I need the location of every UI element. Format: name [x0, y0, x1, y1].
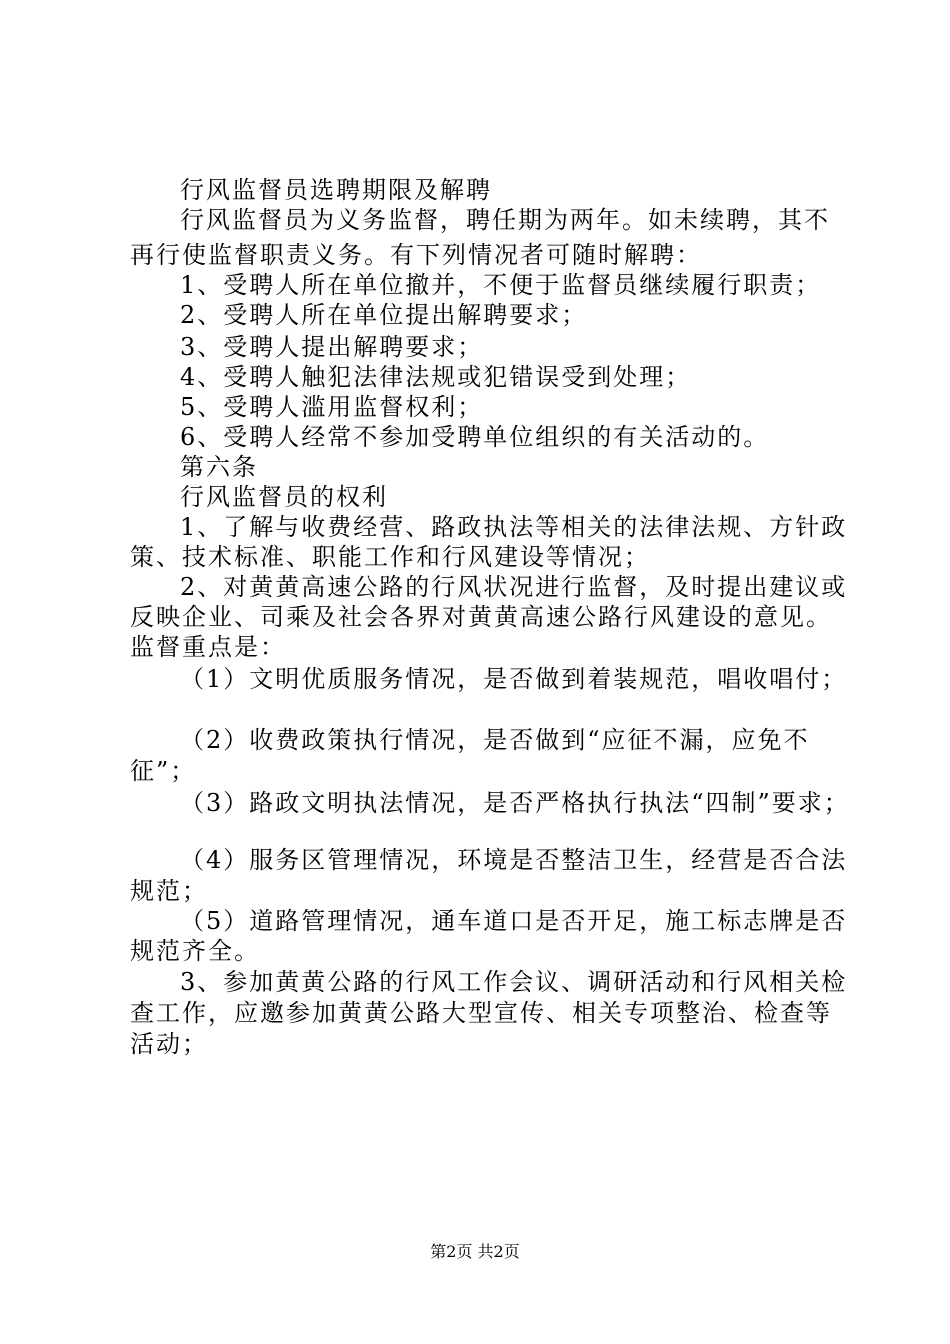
paragraph-line: 再行使监督职责义务。有下列情况者可随时解聘：	[130, 241, 702, 269]
section-heading: 行风监督员的权利	[180, 483, 388, 511]
sub-item: （2）收费政策执行情况，是否做到“应征不漏，应免不	[180, 726, 810, 754]
paragraph-line: 征”；	[130, 757, 197, 785]
paragraph-line: 查工作，应邀参加黄黄公路大型宣传、相关专项整治、检查等	[130, 999, 832, 1027]
sub-item: （5）道路管理情况，通车道口是否开足，施工标志牌是否	[180, 907, 848, 935]
paragraph-line: 监督重点是：	[130, 633, 286, 661]
list-item: 2、对黄黄高速公路的行风状况进行监督，及时提出建议或	[180, 573, 848, 601]
list-item: 6、受聘人经常不参加受聘单位组织的有关活动的。	[180, 423, 770, 451]
list-item: 1、受聘人所在单位撤并，不便于监督员继续履行职责；	[180, 271, 822, 299]
page-footer: 第2页 共2页	[430, 1242, 520, 1261]
list-item: 5、受聘人滥用监督权利；	[180, 393, 484, 421]
list-item: 4、受聘人触犯法律法规或犯错误受到处理；	[180, 363, 692, 391]
list-item: 3、参加黄黄公路的行风工作会议、调研活动和行风相关检	[180, 968, 848, 996]
paragraph-line: 规范；	[130, 877, 208, 905]
list-item: 3、受聘人提出解聘要求；	[180, 333, 484, 361]
sub-item: （4）服务区管理情况，环境是否整洁卫生，经营是否合法	[180, 846, 848, 874]
paragraph-line: 活动；	[130, 1030, 208, 1058]
section-heading: 行风监督员选聘期限及解聘	[180, 176, 492, 204]
sub-item: （3）路政文明执法情况，是否严格执行执法“四制”要求；	[180, 789, 850, 817]
list-item: 2、受聘人所在单位提出解聘要求；	[180, 301, 588, 329]
paragraph-line: 行风监督员为义务监督，聘任期为两年。如未续聘，其不	[180, 206, 830, 234]
article-heading: 第六条	[180, 453, 258, 481]
paragraph-line: 反映企业、司乘及社会各界对黄黄高速公路行风建设的意见。	[130, 603, 832, 631]
paragraph-line: 规范齐全。	[130, 937, 260, 965]
list-item: 1、了解与收费经营、路政执法等相关的法律法规、方针政	[180, 513, 848, 541]
sub-item: （1）文明优质服务情况，是否做到着装规范，唱收唱付；	[180, 665, 848, 693]
paragraph-line: 策、技术标准、职能工作和行风建设等情况；	[130, 543, 650, 571]
